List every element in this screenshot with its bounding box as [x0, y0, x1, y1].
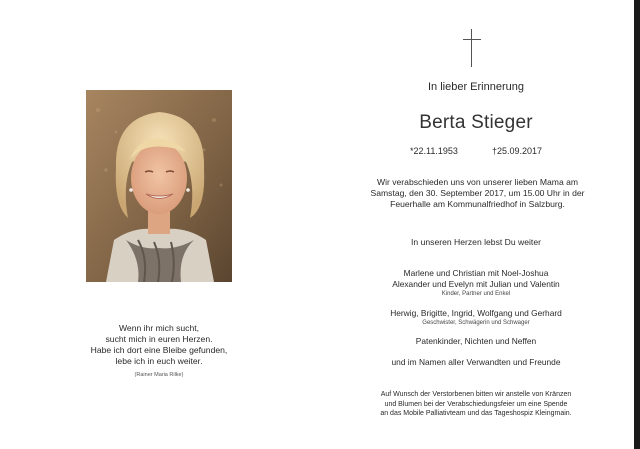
window-edge — [634, 0, 640, 449]
family-line: Patenkinder, Nichten und Neffen — [415, 336, 537, 346]
family-line: Herwig, Brigitte, Ingrid, Wolfgang und Gerhard — [390, 308, 562, 318]
announcement-text: Wir verabschieden uns von unserer lieben Mama am Samstag, den 30. September 2017, um 15.00 Uhr in der Feuerhalle am Kommunalfriedhof in Salzburg. — [370, 177, 585, 209]
deceased-name: Berta Stieger — [419, 112, 533, 133]
intro-text: In lieber Erinnerung — [427, 81, 524, 93]
family-line: Marlene und Christian mit Noel-Joshua — [403, 268, 549, 278]
family-relation: Geschwister, Schwägerin und Schwager — [422, 320, 530, 326]
closing-text: Auf Wunsch der Verstorbenen bitten wir anstelle von Kränzen und Blumen bei der Verabschiedungsfeier um eine Spende an das Mobile Palliativteam und das Tageshospiz Kleingmain. — [380, 391, 572, 417]
family-line: und im Namen aller Verwandten und Freunde — [391, 357, 561, 367]
poem-credit: (Rainer Maria Rilke) — [134, 372, 184, 378]
motto: In unseren Herzen lebst Du weiter — [411, 237, 541, 247]
portrait-photo — [86, 90, 232, 282]
family-relation: Kinder, Partner und Enkel — [441, 291, 511, 297]
poem: Wenn ihr mich sucht, sucht mich in euren Herzen. Habe ich dort eine Bleibe gefunden, lebe ich in euch weiter. — [90, 323, 228, 366]
death-date: †25.09.2017 — [492, 146, 543, 156]
family-line: Alexander und Evelyn mit Julian und Valentin — [392, 279, 560, 289]
cross-icon — [463, 29, 481, 69]
birth-date: *22.11.1953 — [410, 146, 458, 156]
